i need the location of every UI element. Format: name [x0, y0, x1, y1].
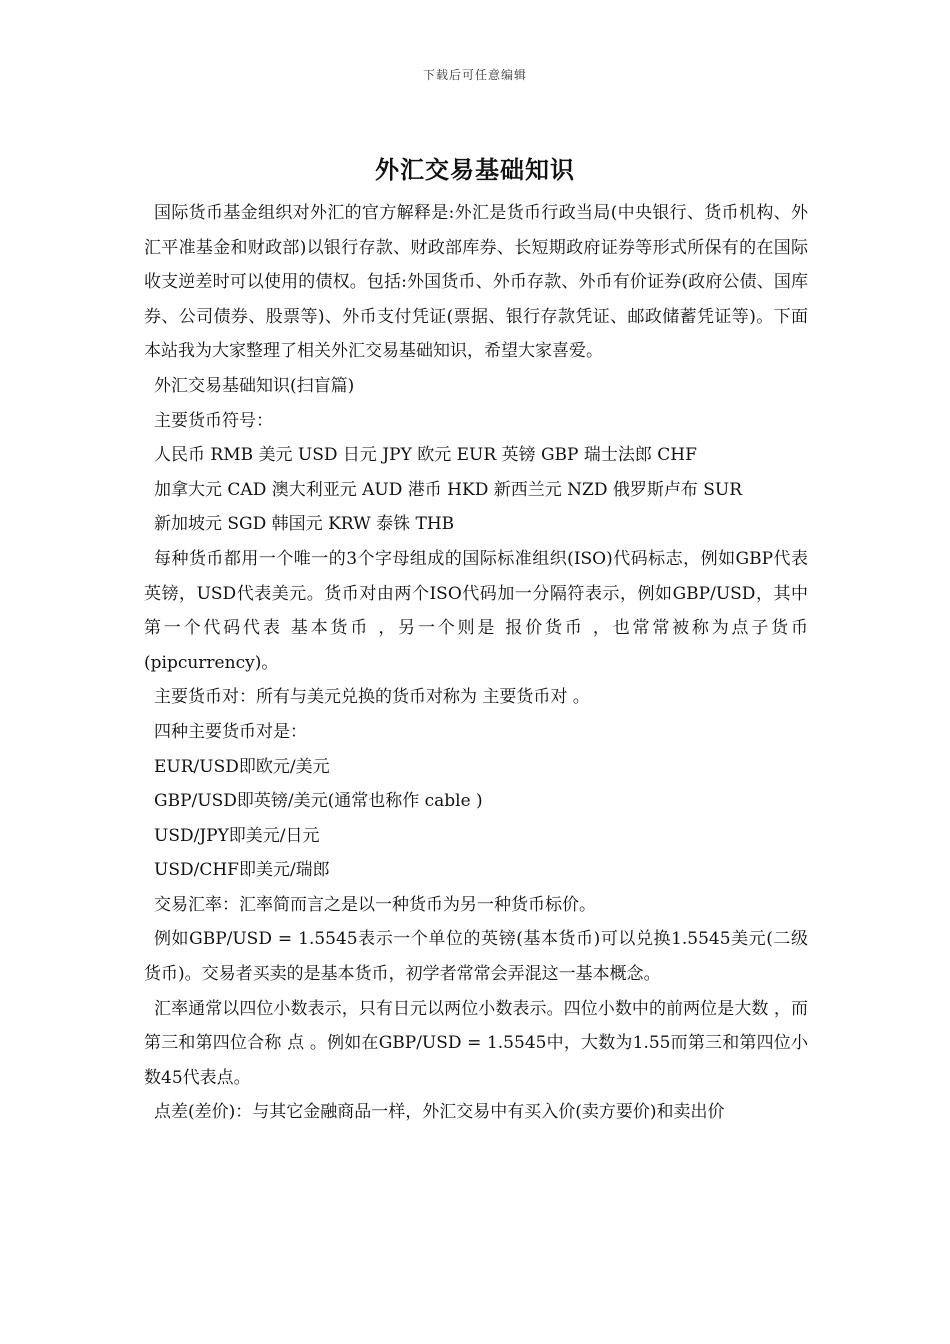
- paragraph-decimal-places: 汇率通常以四位小数表示，只有日元以两位小数表示。四位小数中的前两位是大数 ，而第三和第四位合称 点 。例如在GBP/USD = 1.5545中，大数为1.55而第三和第四位小数45代表点。: [144, 998, 808, 1088]
- paragraph-iso-codes: 每种货币都用一个唯一的3个字母组成的国际标准组织(ISO)代码标志，例如GBP代表英镑，USD代表美元。货币对由两个ISO代码加一分隔符表示，例如GBP/USD，其中第一个代码代表 基本货币 ，另一个则是 报价货币 ，也常常被称为点子货币(pipcurrency)。: [144, 548, 808, 673]
- currency-symbols-heading: 主要货币符号：: [154, 410, 273, 431]
- section-heading: 外汇交易基础知识(扫盲篇): [154, 375, 355, 396]
- pair-gbp-usd: GBP/USD即英镑/美元(通常也称作 cable ): [154, 791, 483, 812]
- currency-list-line-3: 新加坡元 SGD 韩国元 KRW 泰铢 THB: [154, 514, 455, 535]
- header-note: 下载后可任意编辑: [422, 68, 527, 82]
- pair-eur-usd: EUR/USD即欧元/美元: [154, 756, 330, 777]
- spread-definition: 点差(差价)：与其它金融商品一样，外汇交易中有买入价(卖方要价)和卖出价: [154, 1102, 725, 1123]
- major-pairs-heading: 四种主要货币对是：: [154, 721, 307, 742]
- currency-list-line-2: 加拿大元 CAD 澳大利亚元 AUD 港币 HKD 新西兰元 NZD 俄罗斯卢布 SUR: [154, 479, 743, 500]
- document-title: 外汇交易基础知识: [375, 155, 575, 184]
- exchange-rate-definition: 交易汇率：汇率简而言之是以一种货币为另一种货币标价。: [154, 894, 596, 915]
- pair-usd-jpy: USD/JPY即美元/日元: [154, 825, 320, 846]
- paragraph-rate-example: 例如GBP/USD = 1.5545表示一个单位的英镑(基本货币)可以兑换1.5545美元(二级货币)。交易者买卖的是基本货币，初学者常常会弄混这一基本概念。: [144, 929, 808, 985]
- major-pairs-definition: 主要货币对：所有与美元兑换的货币对称为 主要货币对 。: [154, 687, 590, 708]
- pair-usd-chf: USD/CHF即美元/瑞郎: [154, 860, 330, 881]
- currency-list-line-1: 人民币 RMB 美元 USD 日元 JPY 欧元 EUR 英镑 GBP 瑞士法郎 CHF: [154, 445, 697, 466]
- document-body: [144, 196, 808, 1130]
- paragraph-intro: 国际货币基金组织对外汇的官方解释是:外汇是货币行政当局(中央银行、货币机构、外汇平准基金和财政部)以银行存款、财政部库券、长短期政府证券等形式所保有的在国际收支逆差时可以使用的债权。包括:外国货币、外币存款、外币有价证券(政府公债、国库券、公司债券、股票等)、外币支付凭证(票据、银行存款凭证、邮政储蓄凭证等)。下面本站我为大家整理了相关外汇交易基础知识，希望大家喜爱。: [144, 203, 808, 362]
